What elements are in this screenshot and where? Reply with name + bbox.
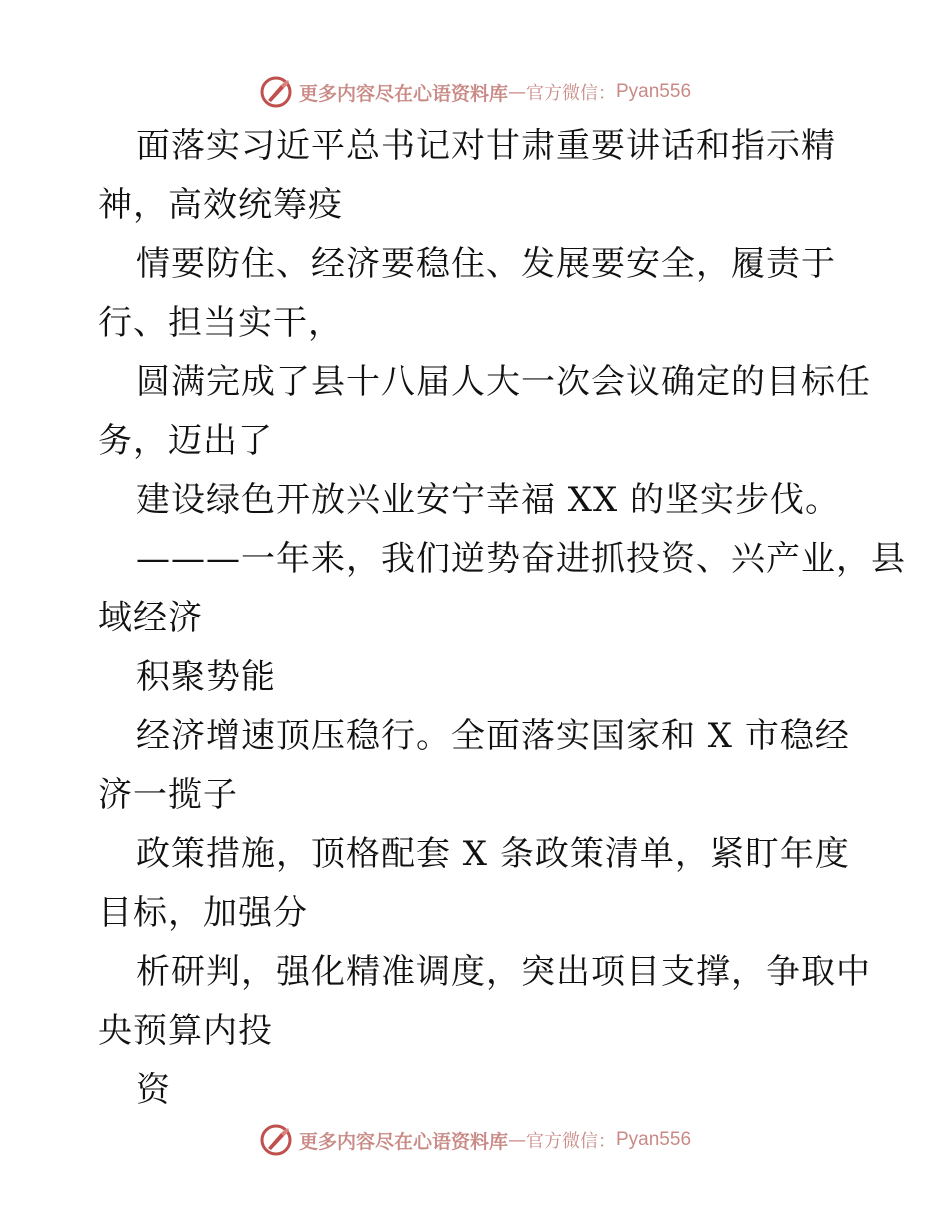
text-line: 政策措施，顶格配套 X 条政策清单，紧盯年度 (136, 834, 850, 874)
text-line: 建设绿色开放兴业安宁幸福 XX 的坚实步伐。 (136, 480, 841, 520)
text-line: 析研判，强化精准调度，突出项目支撑，争取中 (136, 952, 871, 992)
text-line: 务，迈出了 (98, 421, 273, 461)
text-line: 济一揽子 (98, 775, 238, 815)
watermark-wechat-id: Pyan556 (616, 81, 692, 102)
document-body (98, 117, 906, 1120)
watermark-subtitle: 官方微信： (526, 1131, 616, 1152)
watermark-dash: — (508, 81, 526, 103)
text-line: 神，高效统筹疫 (98, 185, 343, 225)
text-line: 积聚势能 (136, 657, 276, 697)
text-line: 央预算内投 (98, 1011, 273, 1051)
text-line: 资 (136, 1070, 171, 1110)
watermark-wechat-id: Pyan556 (616, 1129, 692, 1150)
text-line: 经济增速顶压稳行。全面落实国家和 X 市稳经 (136, 716, 850, 756)
header-watermark (0, 72, 950, 112)
watermark-title: 更多内容尽在心语资料库 (298, 1130, 508, 1153)
text-line: 目标，加强分 (98, 893, 308, 933)
quill-logo-icon (259, 75, 293, 109)
text-line: 圆满完成了县十八届人大一次会议确定的目标任 (136, 362, 871, 402)
watermark-subtitle: 官方微信： (526, 83, 616, 104)
footer-watermark (0, 1120, 950, 1160)
watermark-dash: — (508, 1129, 526, 1151)
text-line: 面落实习近平总书记对甘肃重要讲话和指示精 (136, 126, 836, 166)
text-line: 行、担当实干， (98, 303, 343, 343)
text-line: ———一年来，我们逆势奋进抓投资、兴产业，县 (136, 539, 906, 579)
text-line: 情要防住、经济要稳住、发展要安全，履责于 (136, 244, 836, 284)
text-line: 域经济 (98, 598, 203, 638)
quill-logo-icon (259, 1123, 293, 1157)
watermark-title: 更多内容尽在心语资料库 (298, 82, 508, 105)
